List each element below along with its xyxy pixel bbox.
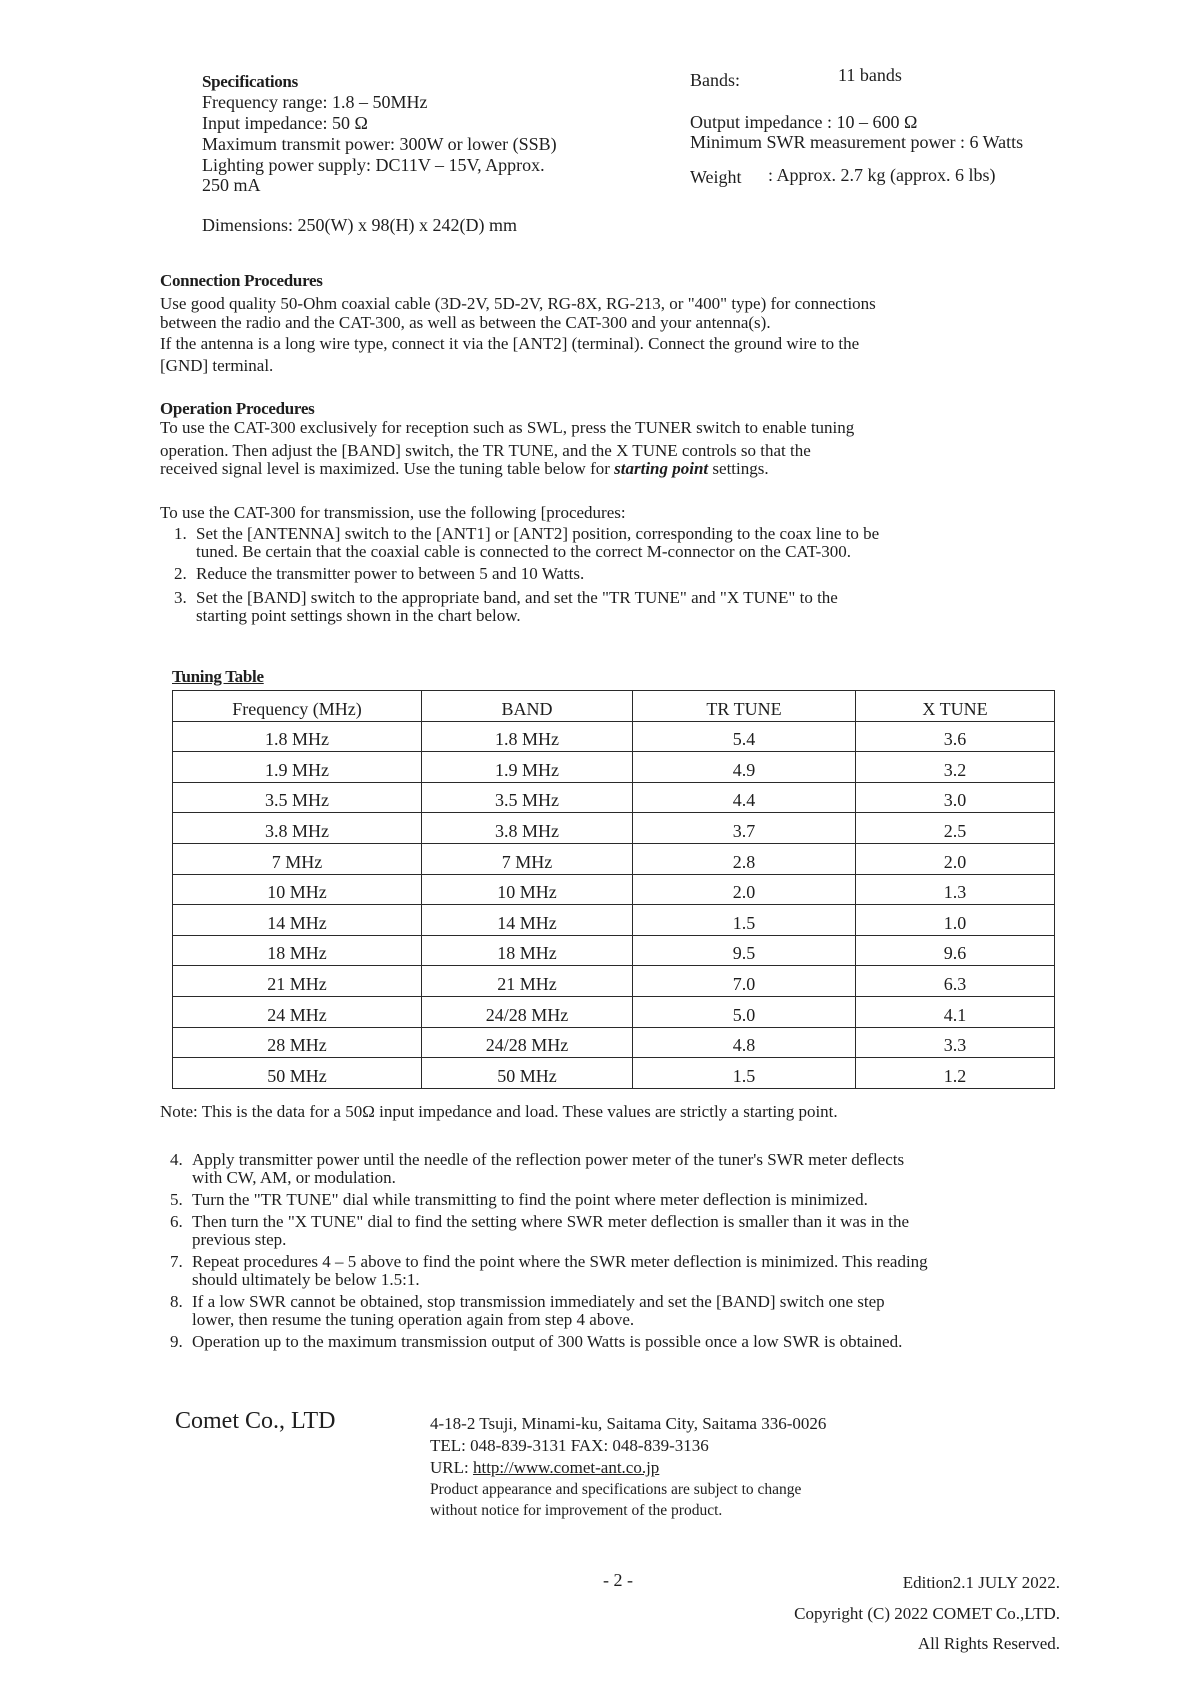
table-row: 28 MHz 24/28 MHz 4.8 3.3 [173,1027,1055,1058]
tuning-table-title: Tuning Table [172,667,264,686]
spec-max-power: Maximum transmit power: 300W or lower (SSB) [202,134,557,154]
spec-dimensions: Dimensions: 250(W) x 98(H) x 242(D) mm [202,215,517,235]
spec-input-impedance: Input impedance: 50 Ω [202,113,368,133]
operation-line-3: received signal level is maximized. Use the tuning table below for starting point settings. [160,459,769,478]
table-row: 1.8 MHz 1.8 MHz 5.4 3.6 [173,721,1055,752]
specifications-heading: Specifications [202,72,298,91]
company-phone: TEL: 048-839-3131 FAX: 048-839-3136 [430,1436,709,1455]
rights-reserved: All Rights Reserved. [917,1634,1060,1653]
spec-weight-label: Weight [690,167,742,187]
starting-point-emphasis: starting point [614,459,709,478]
spec-bands-value: 11 bands [838,65,902,85]
table-row: 3.8 MHz 3.8 MHz 3.7 2.5 [173,813,1055,844]
spec-output-impedance: Output impedance : 10 – 600 Ω [690,112,918,132]
disclaimer-line-2: without notice for improvement of the product. [430,1502,723,1519]
list-item: 2. Reduce the transmitter power to between 5 and 10 Watts. [174,564,585,583]
list-item: 9. Operation up to the maximum transmission output of 300 Watts is possible once a low SWR is obtained. [170,1332,903,1351]
copyright: Copyright (C) 2022 COMET Co.,LTD. [794,1604,1060,1623]
company-address: 4-18-2 Tsuji, Minami-ku, Saitama City, Saitama 336-0026 [430,1414,827,1433]
table-row: 50 MHz 50 MHz 1.5 1.2 [173,1058,1055,1089]
connection-line-2: between the radio and the CAT-300, as well as between the CAT-300 and your antenna(s). [160,313,771,332]
table-row: 7 MHz 7 MHz 2.8 2.0 [173,843,1055,874]
header-tr-tune: TR TUNE [633,691,856,722]
table-row: 10 MHz 10 MHz 2.0 1.3 [173,874,1055,905]
spec-frequency-range: Frequency range: 1.8 – 50MHz [202,92,428,112]
list-item: 7. Repeat procedures 4 – 5 above to find the point where the SWR meter deflection is minimized. This reading should ultimately be below 1.5:1. [170,1252,928,1289]
list-item: 4. Apply transmitter power until the needle of the reflection power meter of the tuner's SWR meter deflects with CW, AM, or modulation. [170,1150,905,1187]
spec-bands-label: Bands: [690,70,741,90]
edition: Edition2.1 JULY 2022. [902,1573,1060,1592]
list-item: 1. Set the [ANTENNA] switch to the [ANT1] or [ANT2] position, corresponding to the coax line to be tuned. Be certain that the coaxial cable is connected to the correct M-connector on the CAT-300. [174,524,880,561]
spec-lighting-current: 250 mA [202,175,261,195]
disclaimer-line-1: Product appearance and specifications are subject to change [430,1481,802,1498]
table-header-row [173,691,1055,722]
page-number: - 2 - [603,1570,633,1590]
operation-line-1: To use the CAT-300 exclusively for reception such as SWL, press the TUNER switch to enable tuning [160,418,855,437]
spec-lighting-power: Lighting power supply: DC11V – 15V, Approx. [202,155,545,175]
transmission-intro: To use the CAT-300 for transmission, use the following [procedures: [160,503,626,522]
company-url-link[interactable]: http://www.comet-ant.co.jp [472,1458,660,1477]
tuning-table-note: Note: This is the data for a 50Ω input impedance and load. These values are strictly a starting point. [160,1102,838,1121]
list-item: 8. If a low SWR cannot be obtained, stop transmission immediately and set the [BAND] switch one step lower, then resume the tuning operation again from step 4 above. [170,1292,885,1329]
connection-line-3: If the antenna is a long wire type, connect it via the [ANT2] (terminal). Connect the ground wire to the [160,334,860,353]
table-row: 14 MHz 14 MHz 1.5 1.0 [173,905,1055,936]
transmission-steps-list [160,525,879,625]
spec-weight-value: : Approx. 2.7 kg (approx. 6 lbs) [768,165,996,185]
connection-heading: Connection Procedures [160,271,323,290]
list-item: 5. Turn the "TR TUNE" dial while transmitting to find the point where meter deflection is minimized. [170,1190,868,1209]
table-row: 3.5 MHz 3.5 MHz 4.4 3.0 [173,782,1055,813]
header-frequency: Frequency (MHz) [173,691,422,722]
table-row: 1.9 MHz 1.9 MHz 4.9 3.2 [173,752,1055,783]
header-band: BAND [422,691,633,722]
list-item: 6. Then turn the "X TUNE" dial to find the setting where SWR meter deflection is smaller than it was in the previous step. [170,1212,910,1249]
company-name: Comet Co., LTD [175,1408,336,1434]
connection-line-1: Use good quality 50-Ohm coaxial cable (3D-2V, 5D-2V, RG-8X, RG-213, or "400" type) for connections [160,294,876,313]
table-row: 21 MHz 21 MHz 7.0 6.3 [173,966,1055,997]
list-item: 3. Set the [BAND] switch to the appropriate band, and set the "TR TUNE" and "X TUNE" to the starting point settings shown in the chart below. [174,588,838,625]
connection-line-4: [GND] terminal. [160,356,274,375]
operation-heading: Operation Procedures [160,399,315,418]
operation-line-2: operation. Then adjust the [BAND] switch, the TR TUNE, and the X TUNE controls so that the [160,441,811,460]
company-url-line: URL: http://www.comet-ant.co.jp [430,1458,660,1477]
header-x-tune: X TUNE [856,691,1055,722]
table-row: 18 MHz 18 MHz 9.5 9.6 [173,935,1055,966]
tuning-table [172,690,1055,1089]
tuning-steps-list [156,1151,928,1351]
table-row: 24 MHz 24/28 MHz 5.0 4.1 [173,996,1055,1027]
spec-min-swr-power: Minimum SWR measurement power : 6 Watts [690,132,1024,152]
